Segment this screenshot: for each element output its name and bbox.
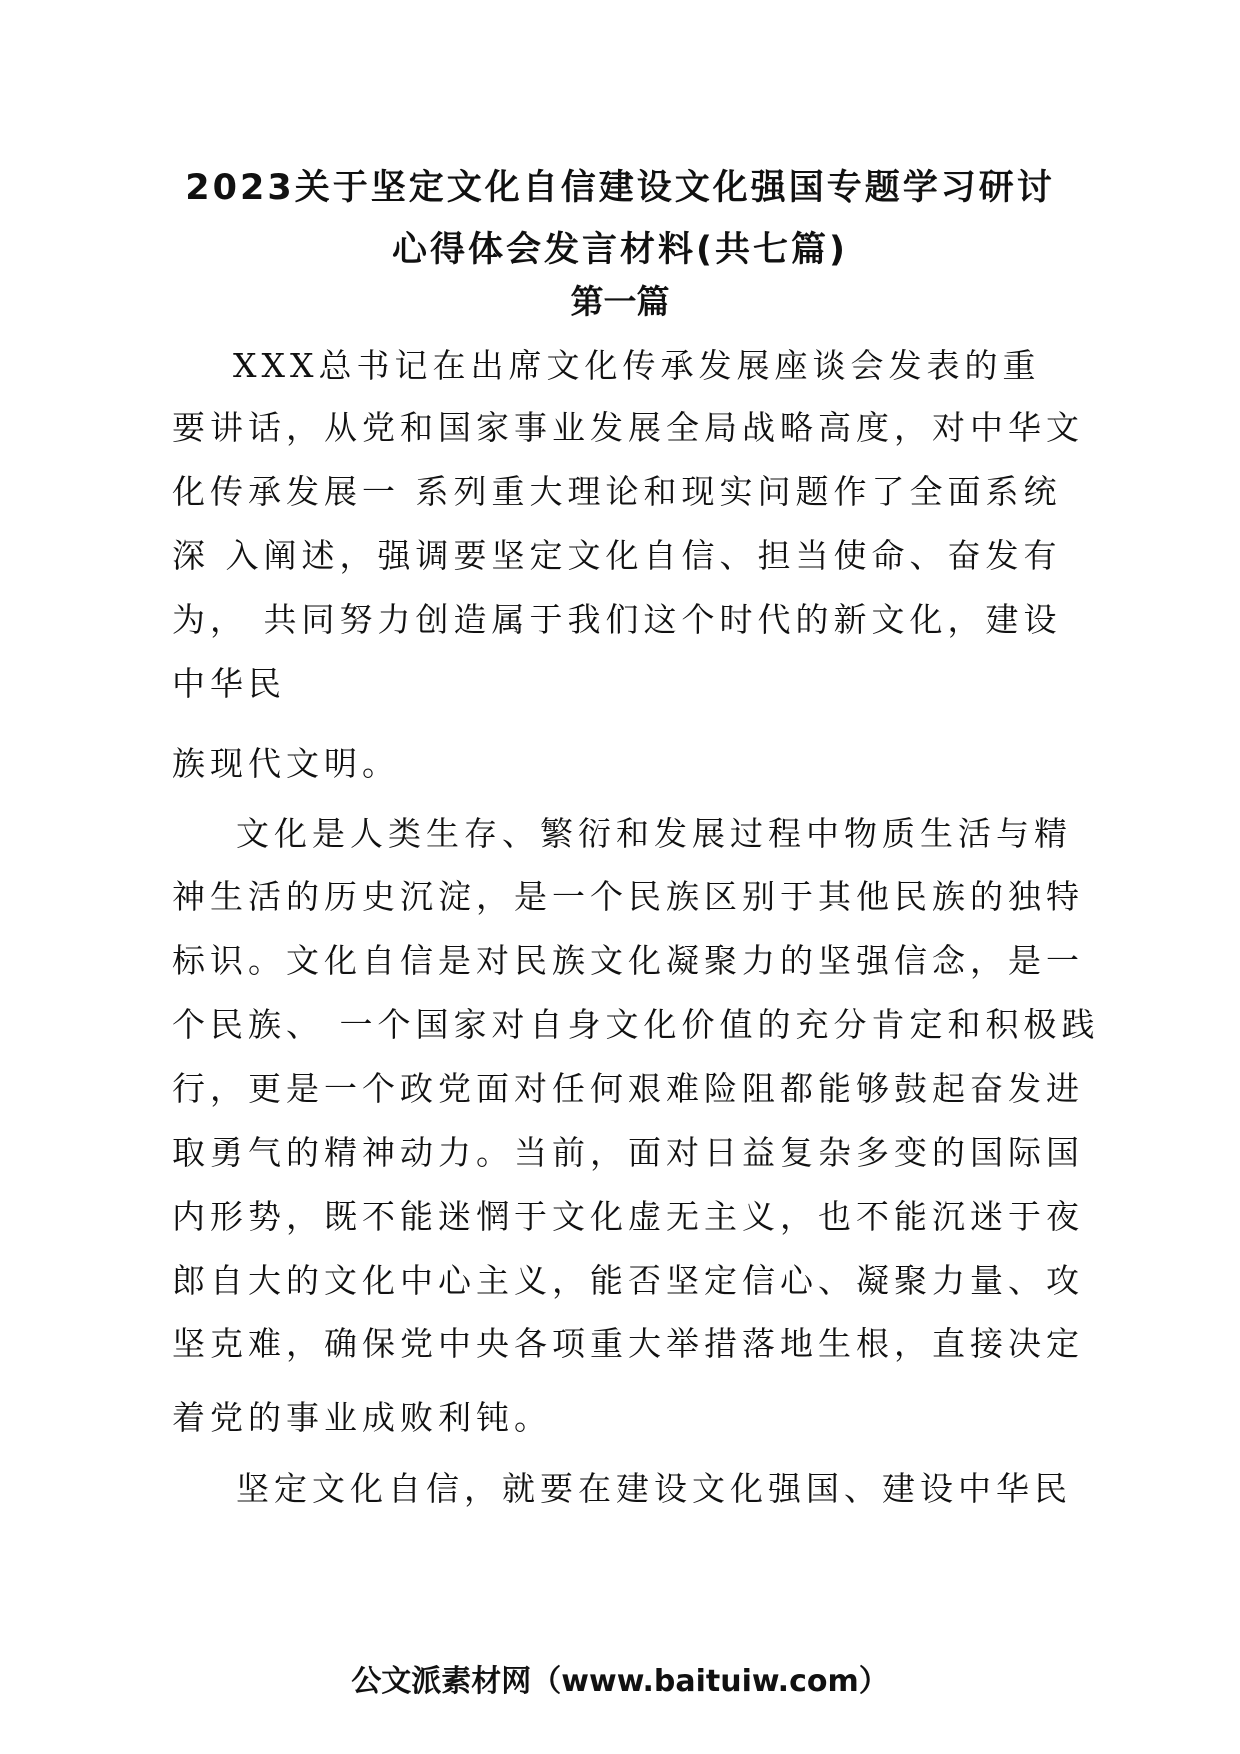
paragraph-line: 坚定文化自信，就要在建设文化强国、建设中华民	[236, 1469, 1072, 1508]
paragraph-line: 内形势，既不能迷惘于文化虚无主义，也不能沉迷于夜	[172, 1197, 1084, 1236]
paragraph-line: 行，更是一个政党面对任何艰难险阻都能够鼓起奋发进	[172, 1069, 1084, 1108]
paragraph-line: 化传承发展一 系列重大理论和现实问题作了全面系统	[172, 472, 1062, 511]
paragraph-line: 为， 共同努力创造属于我们这个时代的新文化，建设	[172, 600, 1062, 639]
paragraph-line: 要讲话，从党和国家事业发展全局战略高度，对中华文	[172, 408, 1084, 447]
paragraph-line: 中华民	[172, 664, 286, 703]
paragraph-line: XXX总书记在出席文化传承发展座谈会发表的重	[233, 346, 1041, 385]
document-title-line-2: 心得体会发言材料(共七篇)	[392, 230, 848, 270]
document-title-line-1: 2023关于坚定文化自信建设文化强国专题学习研讨	[185, 168, 1055, 208]
paragraph-line: 郎自大的文化中心主义，能否坚定信心、凝聚力量、攻	[172, 1261, 1084, 1300]
paragraph-line: 深 入阐述，强调要坚定文化自信、担当使命、奋发有	[172, 536, 1062, 575]
paragraph-line: 着党的事业成败利钝。	[172, 1398, 552, 1437]
paragraph-line: 取勇气的精神动力。当前，面对日益复杂多变的国际国	[172, 1133, 1084, 1172]
footer-source: 公文派素材网（www.baituiw.com）	[351, 1664, 889, 1699]
paragraph-line: 个民族、 一个国家对自身文化价值的充分肯定和积极践	[172, 1005, 1100, 1044]
paragraph-line: 文化是人类生存、繁衍和发展过程中物质生活与精	[236, 814, 1072, 853]
paragraph-line: 神生活的历史沉淀，是一个民族区别于其他民族的独特	[172, 877, 1084, 916]
section-heading: 第一篇	[570, 282, 670, 321]
paragraph-line: 族现代文明。	[172, 744, 400, 783]
paragraph-line: 坚克难，确保党中央各项重大举措落地生根，直接决定	[172, 1324, 1084, 1363]
paragraph-line: 标识。文化自信是对民族文化凝聚力的坚强信念，是一	[172, 941, 1084, 980]
